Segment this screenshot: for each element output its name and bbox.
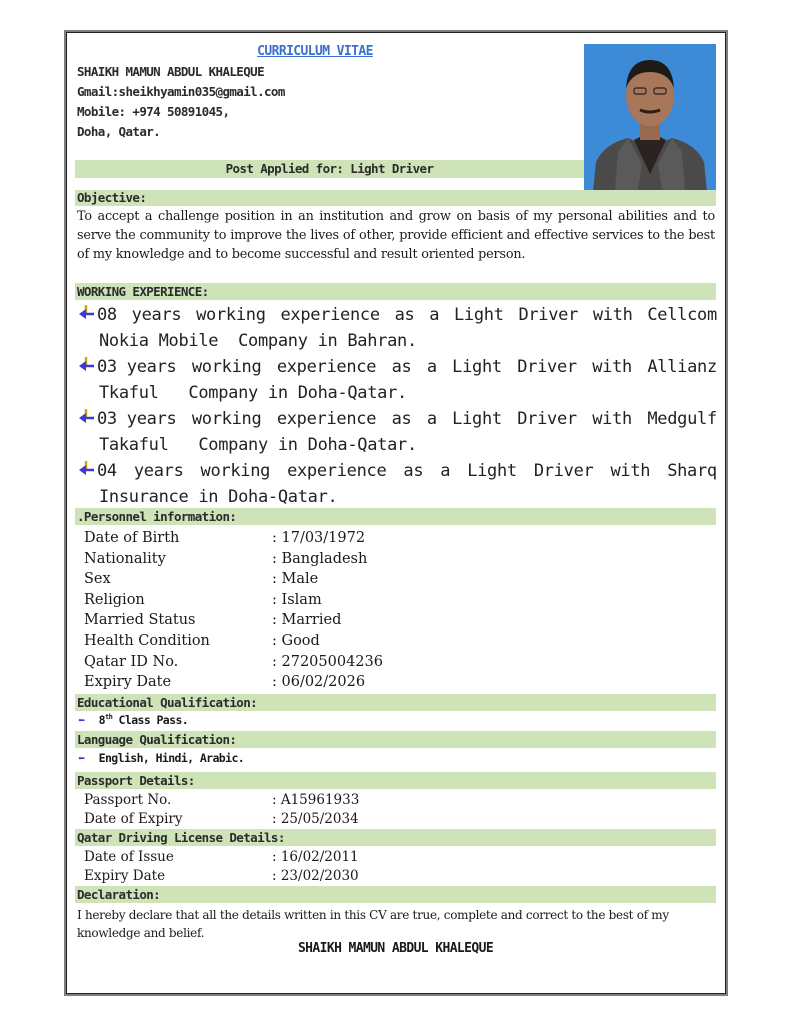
- experience-line-2: Tkaful Company in Doha-Qatar.: [99, 383, 407, 403]
- arrow-left-bullet-icon: ⬅: [78, 751, 85, 765]
- experience-word: Driver: [533, 461, 594, 481]
- candidate-name: SHAIKH MAMUN ABDUL KHALEQUE: [77, 64, 264, 79]
- experience-line-2: Insurance in Doha-Qatar.: [99, 487, 338, 507]
- post-applied-text: Post Applied for: Light Driver: [225, 161, 434, 176]
- experience-word: with: [592, 357, 632, 377]
- experience-word: working: [191, 357, 262, 377]
- experience-item: [77, 459, 717, 510]
- experience-word: 08: [97, 305, 117, 325]
- experience-word: Light: [453, 305, 504, 325]
- experience-word: 03 years: [97, 357, 177, 377]
- email-line: Gmail:sheikhyamin035@gmail.com: [77, 84, 285, 99]
- personal-label: Expiry Date: [84, 674, 172, 691]
- language-heading: Language Qualification:: [77, 732, 237, 747]
- experience-word: as: [391, 357, 412, 377]
- experience-word: as: [403, 461, 424, 481]
- personal-value: : Married: [272, 612, 342, 629]
- license-value: : 16/02/2011: [272, 849, 359, 865]
- license-heading: Qatar Driving License Details:: [77, 830, 285, 845]
- experience-item: [77, 303, 717, 354]
- experience-word: a: [429, 305, 440, 325]
- personal-heading: .Personnel information:: [77, 509, 237, 524]
- personal-value: : Bangladesh: [272, 550, 368, 567]
- declaration-heading: Declaration:: [77, 887, 161, 902]
- signature-name: SHAIKH MAMUN ABDUL KHALEQUE: [297, 941, 494, 956]
- education-heading: Educational Qualification:: [77, 695, 258, 710]
- personal-value: : 27205004236: [272, 653, 383, 670]
- profile-photo: [584, 44, 716, 202]
- arrow-left-bullet-icon: ⬅: [78, 713, 85, 727]
- personal-label: Health Condition: [84, 633, 210, 649]
- experience-word: Medgulf: [647, 409, 717, 429]
- experience-word: Cellcom: [647, 305, 717, 325]
- personal-value: : 06/02/2026: [272, 674, 366, 691]
- experience-word: experience: [276, 409, 377, 429]
- license-value: : 23/02/2030: [272, 868, 359, 884]
- personal-value: : 17/03/1972: [272, 530, 366, 546]
- arrow-down-left-bullet-icon: [77, 459, 97, 485]
- arrow-down-left-bullet-icon: [77, 355, 97, 381]
- experience-word: Light: [452, 409, 502, 429]
- experience-word: working: [196, 305, 266, 325]
- language-text: English, Hindi, Arabic.: [98, 751, 245, 765]
- experience-item: [77, 355, 717, 406]
- experience-line-1: [77, 303, 717, 329]
- experience-word: a: [426, 409, 437, 429]
- personal-label: Date of Birth: [84, 530, 180, 546]
- passport-value: : 25/05/2034: [272, 811, 359, 827]
- objective-heading: Objective:: [77, 190, 147, 205]
- objective-text: To accept a challenge position in an institution and grow on basis of my personal abilities and to serve the community to improve the lives of other, provide efficient and effective services to the best of my knowledge and to become successful and result oriented person.: [77, 209, 715, 262]
- personal-value: : Good: [272, 633, 320, 649]
- experience-line-2: Nokia Mobile Company in Bahran.: [99, 331, 417, 351]
- experience-word: Light: [452, 357, 502, 377]
- personal-value: : Islam: [272, 591, 322, 608]
- education-item: [78, 713, 188, 727]
- experience-word: Light: [467, 461, 517, 481]
- experience-word: a: [440, 461, 451, 481]
- passport-value: : A15961933: [272, 792, 360, 808]
- declaration-bar: [75, 886, 716, 903]
- education-bar: [75, 694, 716, 711]
- experience-word: working: [191, 409, 262, 429]
- experience-word: 04: [97, 461, 117, 481]
- experience-word: Allianz: [647, 357, 717, 377]
- portrait-illustration: [584, 44, 716, 202]
- experience-word: Driver: [517, 409, 577, 429]
- cv-title: CURRICULUM VITAE: [257, 44, 373, 59]
- post-applied-bar: [75, 160, 584, 178]
- personal-bar: [75, 508, 716, 525]
- experience-word: with: [592, 409, 632, 429]
- education-superscript: th: [104, 713, 113, 722]
- passport-bar: [75, 772, 716, 789]
- language-item: [78, 751, 244, 765]
- mobile-line: Mobile: +974 50891045,: [77, 104, 230, 119]
- license-label: Expiry Date: [84, 868, 166, 884]
- arrow-down-left-bullet-icon: [77, 303, 97, 329]
- personal-label: Married Status: [84, 612, 196, 629]
- experience-word: with: [592, 305, 633, 325]
- experience-word: Sharq: [667, 461, 717, 481]
- personal-label: Qatar ID No.: [84, 653, 179, 670]
- license-bar: [75, 829, 716, 846]
- experience-item: [77, 407, 717, 458]
- experience-line-1: [77, 459, 717, 485]
- experience-word: Driver: [518, 305, 579, 325]
- declaration-text: I hereby declare that all the details written in this CV are true, complete and correct to the best of my knowledge and belief.: [77, 908, 669, 940]
- experience-word: experience: [280, 305, 380, 325]
- location-line: Doha, Qatar.: [77, 124, 161, 139]
- experience-heading: WORKING EXPERIENCE:: [77, 284, 209, 299]
- license-label: Date of Issue: [84, 849, 174, 865]
- passport-heading: Passport Details:: [77, 773, 195, 788]
- experience-line-1: [77, 407, 717, 433]
- personal-label: Religion: [84, 591, 145, 608]
- experience-bar: [75, 283, 716, 300]
- experience-word: experience: [287, 461, 387, 481]
- experience-word: years: [133, 461, 184, 481]
- experience-word: as: [394, 305, 415, 325]
- experience-list: [77, 303, 717, 511]
- experience-word: Driver: [517, 357, 577, 377]
- passport-label: Passport No.: [84, 792, 172, 808]
- experience-word: experience: [276, 357, 377, 377]
- arrow-down-left-bullet-icon: [77, 407, 97, 433]
- experience-word: years: [131, 305, 182, 325]
- experience-line-1: [77, 355, 717, 381]
- objective-bar: [75, 190, 716, 206]
- passport-label: Date of Expiry: [84, 811, 183, 827]
- education-number: 8: [98, 713, 105, 727]
- personal-label: Nationality: [84, 550, 166, 567]
- education-text: Class Pass.: [112, 713, 189, 727]
- experience-word: 03 years: [97, 409, 177, 429]
- experience-word: working: [200, 461, 271, 481]
- personal-value: : Male: [272, 571, 319, 588]
- personal-label: Sex: [84, 571, 111, 588]
- experience-line-2: Takaful Company in Doha-Qatar.: [99, 435, 417, 455]
- experience-word: as: [391, 409, 412, 429]
- language-bar: [75, 731, 716, 748]
- experience-word: a: [426, 357, 437, 377]
- experience-word: with: [610, 461, 651, 481]
